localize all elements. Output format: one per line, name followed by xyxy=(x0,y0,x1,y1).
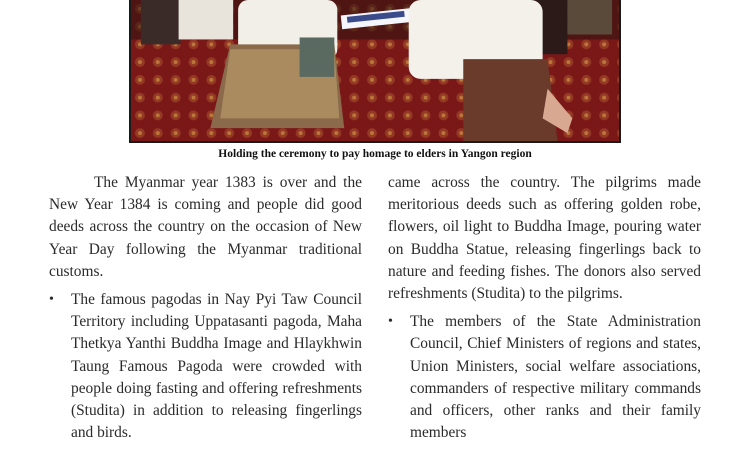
bullet-text: The famous pagodas in Nay Pyi Taw Council Territory including Uppatasanti pagoda, Maha Thetkya Yanthi Buddha Image and Hlaykhwin Taung Famous Pagoda were crowded with people doing fasting and offering refreshments (Studita) in addition to releasing fingerlings and birds. xyxy=(71,291,362,442)
ceremony-photo-illustration xyxy=(131,0,619,141)
bullet-item-pagodas xyxy=(49,289,362,444)
bullet-item-council xyxy=(388,311,701,444)
bullet-marker: • xyxy=(49,292,54,308)
ceremony-photo xyxy=(129,0,621,143)
bullet-text: The members of the State Administration Council, Chief Ministers of regions and states, Union Ministers, social welfare associations, commanders of respective military commands and officers, other ranks and their family members xyxy=(410,313,701,442)
left-column xyxy=(49,172,362,444)
photo-caption: Holding the ceremony to pay homage to elders in Yangon region xyxy=(218,148,532,160)
continuation-paragraph: came across the country. The pilgrims made meritorious deeds such as offering golden robe, flowers, oil light to Buddha Image, pouring water on Buddha Statue, releasing fingerlings back to nature and feeding fishes. The donors also served refreshments (Studita) to the pilgrims. xyxy=(388,174,701,303)
right-column xyxy=(388,172,701,444)
intro-paragraph: The Myanmar year 1383 is over and the New Year 1384 is coming and people did good deeds across the country on the occasion of New Year Day following the Myanmar traditional customs. xyxy=(49,174,362,280)
bullet-marker: • xyxy=(388,314,393,330)
